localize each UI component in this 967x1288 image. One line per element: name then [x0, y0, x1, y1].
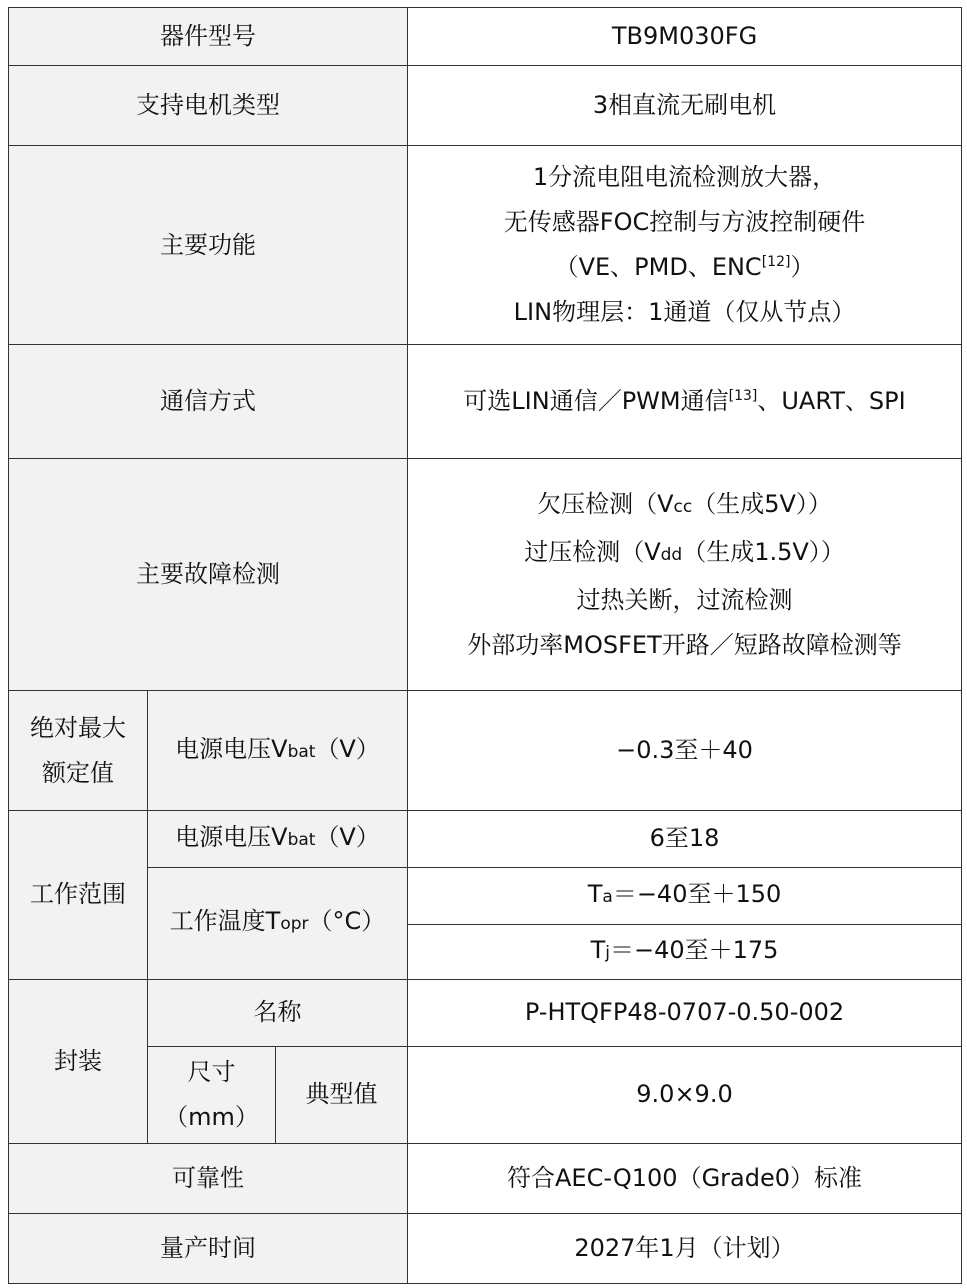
operating-supply-sub: bat — [287, 829, 316, 850]
faults-label: 主要故障检测 — [9, 459, 408, 691]
operating-supply-b: （V） — [315, 822, 380, 851]
package-name-value: P-HTQFP48-0707-0.50-002 — [408, 979, 962, 1046]
row-model — [9, 8, 962, 66]
operating-label: 工作范围 — [9, 810, 148, 979]
abs-max-param — [148, 691, 408, 810]
operating-tj-value — [408, 924, 962, 979]
model-label: 器件型号 — [9, 8, 408, 66]
operating-supply-a: 电源电压V — [175, 822, 288, 851]
abs-max-param-b: （V） — [315, 734, 380, 763]
faults-line-2 — [414, 530, 955, 578]
package-label: 封装 — [9, 979, 148, 1143]
abs-max-label — [9, 691, 148, 810]
reliability-label: 可靠性 — [9, 1143, 408, 1213]
abs-max-param-a: 电源电压V — [175, 734, 288, 763]
operating-ta-value — [408, 867, 962, 924]
abs-max-value: −0.3至＋40 — [408, 691, 962, 810]
spec-table — [8, 7, 962, 1284]
package-size-label-1: 尺寸 — [187, 1057, 236, 1086]
faults-line-4: 外部功率MOSFET开路／短路故障检测等 — [467, 630, 902, 659]
row-package-size — [9, 1046, 962, 1143]
abs-max-label-1: 绝对最大 — [30, 713, 126, 742]
operating-temp-b: （°C） — [308, 907, 386, 936]
row-reliability — [9, 1143, 962, 1213]
package-size-value: 9.0×9.0 — [408, 1046, 962, 1143]
functions-line-3-text: （VE、PMD、ENC — [554, 253, 762, 282]
faults-line-1 — [414, 482, 955, 530]
package-name-label: 名称 — [148, 979, 408, 1046]
faults-line-1-a: 欠压检测（V — [537, 489, 674, 518]
ta-a: T — [587, 879, 603, 908]
faults-line-2-b: （生成1.5V）） — [682, 537, 845, 566]
ta-sub: a — [602, 886, 613, 907]
faults-value — [408, 459, 962, 691]
operating-temp-sub: opr — [280, 914, 309, 935]
faults-line-2-a: 过压检测（V — [524, 537, 661, 566]
functions-value — [408, 146, 962, 345]
comm-value-a: 可选LIN通信／PWM通信 — [463, 387, 729, 416]
package-typ-label: 典型值 — [276, 1046, 408, 1143]
mass-production-value: 2027年1月（计划） — [408, 1213, 962, 1283]
functions-ref-12: [12] — [761, 254, 791, 271]
mass-production-label: 量产时间 — [9, 1213, 408, 1283]
row-abs-max — [9, 691, 962, 810]
abs-max-label-2: 额定值 — [42, 758, 114, 787]
tj-a: T — [590, 935, 606, 964]
faults-line-2-sub: dd — [660, 544, 683, 565]
model-value: TB9M030FG — [408, 8, 962, 66]
comm-ref-13: [13] — [728, 388, 758, 405]
faults-line-3: 过热关断，过流检测 — [576, 585, 793, 614]
faults-line-1-b: （生成5V）） — [692, 489, 832, 518]
motor-value: 3相直流无刷电机 — [408, 66, 962, 146]
operating-supply-param — [148, 810, 408, 867]
row-operating-ta — [9, 867, 962, 924]
functions-line-4: LIN物理层：1通道（仅从节点） — [513, 298, 856, 327]
functions-line-1: 1分流电阻电流检测放大器， — [532, 163, 837, 192]
package-size-label — [148, 1046, 276, 1143]
row-operating-supply — [9, 810, 962, 867]
tj-b: ＝−40至＋175 — [609, 935, 779, 964]
functions-line-3 — [414, 245, 955, 290]
ta-b: ＝−40至＋150 — [612, 879, 782, 908]
row-motor — [9, 66, 962, 146]
operating-temp-param — [148, 867, 408, 979]
row-faults — [9, 459, 962, 691]
reliability-value: 符合AEC-Q100（Grade0）标准 — [408, 1143, 962, 1213]
row-functions — [9, 146, 962, 345]
comm-value — [408, 345, 962, 459]
operating-temp-a: 工作温度T — [169, 907, 281, 936]
tj-sub: j — [605, 942, 610, 963]
functions-line-2: 无传感器FOC控制与方波控制硬件 — [503, 208, 866, 237]
row-comm — [9, 345, 962, 459]
functions-line-3-close: ） — [790, 253, 815, 282]
comm-label: 通信方式 — [9, 345, 408, 459]
abs-max-param-sub: bat — [287, 741, 316, 762]
operating-supply-value: 6至18 — [408, 810, 962, 867]
row-package-name — [9, 979, 962, 1046]
package-size-label-2: （mm） — [164, 1102, 259, 1131]
faults-line-1-sub: cc — [673, 496, 693, 517]
row-mass-production — [9, 1213, 962, 1283]
motor-label: 支持电机类型 — [9, 66, 408, 146]
functions-label: 主要功能 — [9, 146, 408, 345]
comm-value-b: 、UART、SPI — [757, 387, 906, 416]
